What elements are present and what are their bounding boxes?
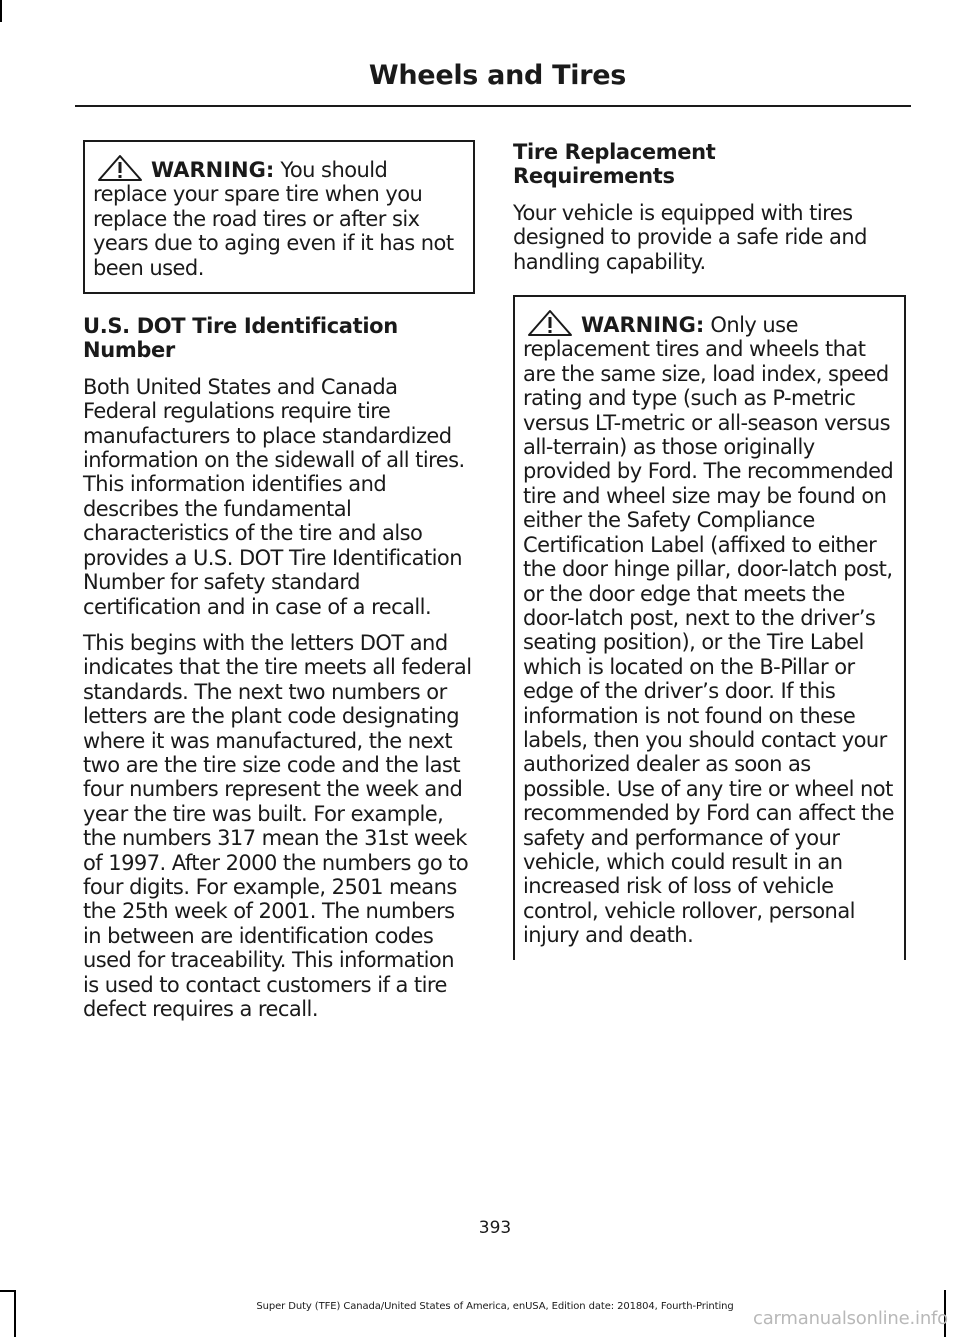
spare-tire-warning-box — [83, 140, 475, 294]
warning-triangle-icon — [95, 154, 145, 182]
warning-label: WARNING: — [151, 158, 275, 182]
replacement-tire-warning-box — [513, 295, 906, 960]
crop-mark-bottom-left — [0, 1290, 14, 1292]
paragraph-dot-explanation: This begins with the letters DOT and indicates that the tire meets all federal standards. The next two numbers or letters are the plant code designating where it was manufactured, the next two are the tire size code and the last four numbers represent the week and year the tire was built. For example, the numbers 317 mean the 31st week of 1997. After 2000 the numbers go to four digits. For example, 2501 means the 25th week of 2001. The numbers in between are identification codes used for traceability. This information is used to contact customers if a tire defect requires a recall. — [83, 630, 472, 1021]
paragraph-tire-intro: Your vehicle is equipped with tires designed to provide a safe ride and handling capability. — [513, 200, 867, 274]
section-heading-tire-replacement: Tire Replacement Requirements — [513, 140, 716, 189]
section-heading-dot-number: U.S. DOT Tire Identification Number — [83, 314, 398, 363]
warning-triangle-icon — [525, 309, 575, 337]
header-divider — [75, 105, 911, 107]
page-title: Wheels and Tires — [368, 60, 626, 91]
watermark: carmanualsonline.info — [753, 1308, 948, 1329]
right-column — [513, 140, 906, 960]
crop-mark-top-left — [0, 0, 2, 22]
warning-text: Only use replacement tires and wheels that are the same size, load index, speed rating and type (such as P-metric versus LT-metric or all-season versus all-terrain) as those originally provided by Ford. The recommended tire and wheel size may be found on either the Safety Compliance Certification Label (affixed to either the door hinge pillar, door-latch post, or the door edge that meets the door-latch post, next to the driver’s seating position), or the Tire Label which is located on the B-Pillar or edge of the driver’s door. If this information is not found on these labels, then you should contact your authorized dealer as soon as possible. Use of any tire or wheel not recommended by Ford can affect the safety and performance of your vehicle, which could result in an increased risk of loss of vehicle control, vehicle rollover, personal injury and death. — [523, 313, 894, 948]
footer-edition-info: Super Duty (TFE) Canada/United States of America, enUSA, Edition date: 201804, Fourth-Printing — [256, 1301, 734, 1312]
warning-text: You should replace your spare tire when you replace the road tires or after six years due to aging even if it has not been used. — [93, 158, 454, 280]
warning-label: WARNING: — [581, 313, 705, 338]
left-column — [83, 140, 475, 1021]
page-number: 393 — [478, 1218, 512, 1238]
paragraph-regulations: Both United States and Canada Federal regulations require tire manufacturers to place standardized information on the sidewall of all tires. This information identifies and describes the fundamental characteristics of the tire and also provides a U.S. DOT Tire Identification Number for safety standard certification and in case of a recall. — [83, 374, 465, 619]
crop-mark-bottom-left-vertical — [14, 1290, 16, 1337]
